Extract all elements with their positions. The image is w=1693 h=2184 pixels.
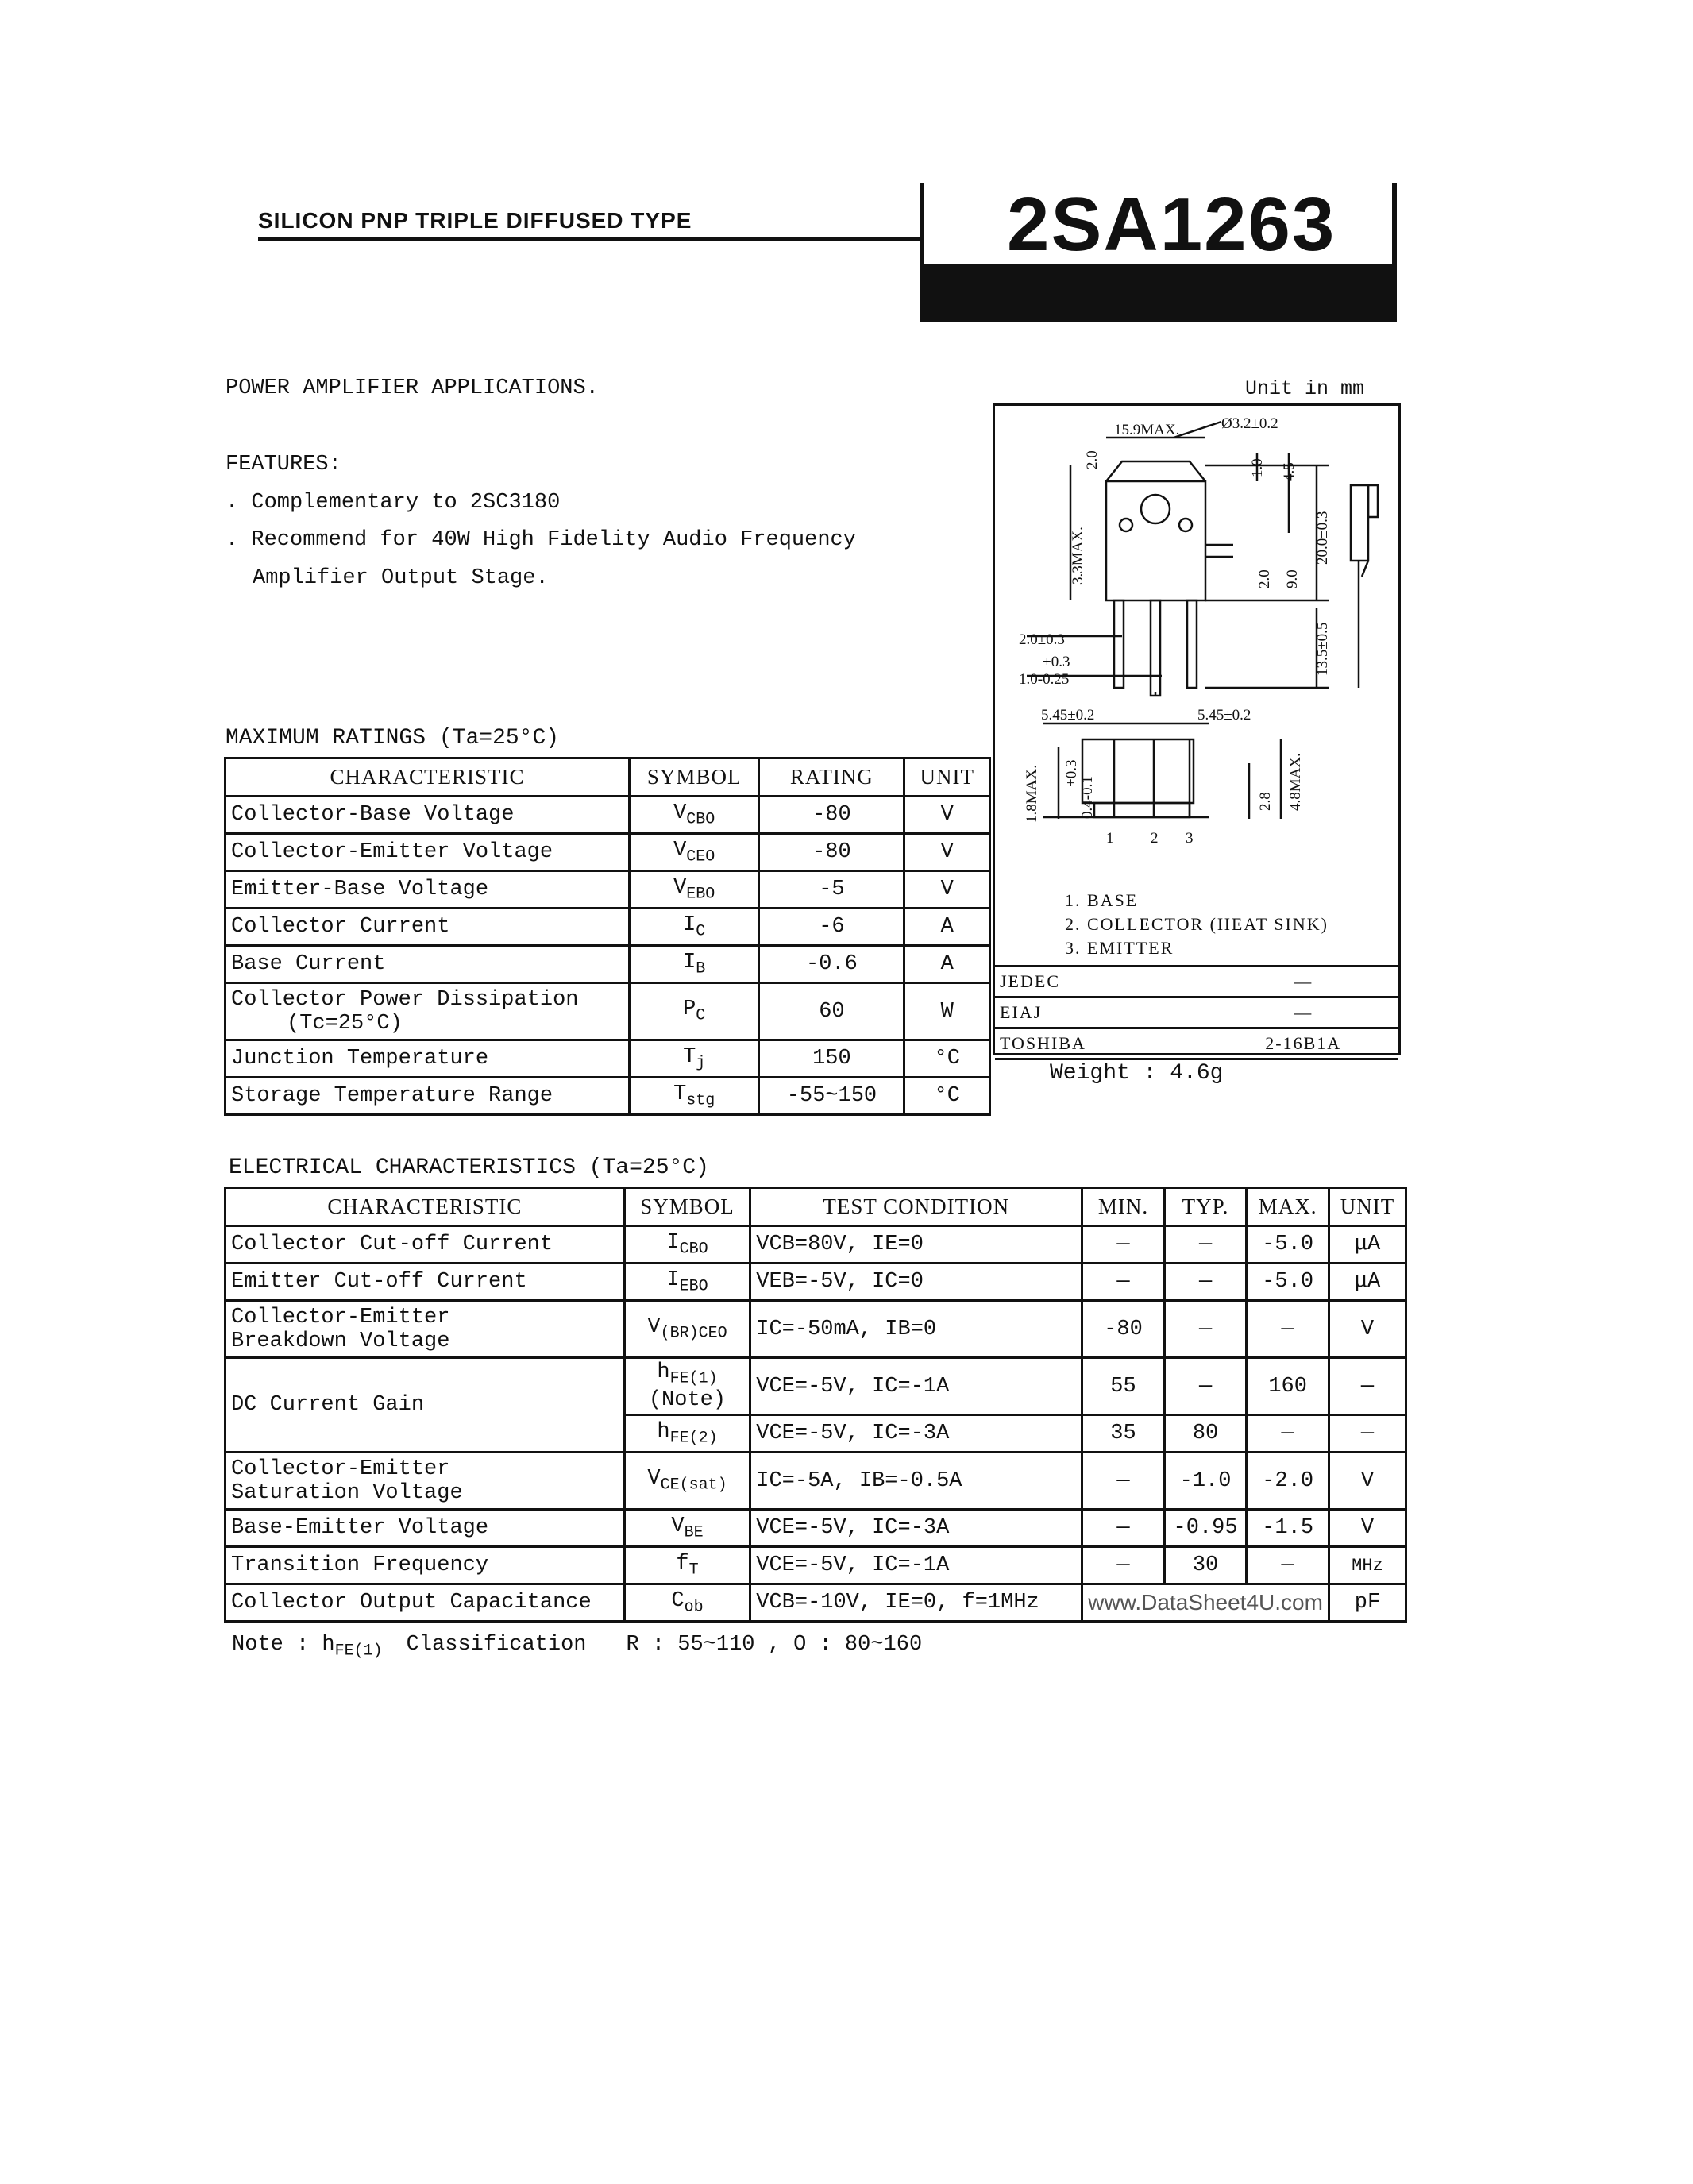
dim-label: 1.0-0.25 xyxy=(1019,671,1070,688)
note-line: Note : $h_{FE(1)}$ Classification R : 55~110 , O : 80~160 xyxy=(232,1633,923,1661)
dim-label: 13.5±0.5 xyxy=(1314,622,1331,676)
table-row: Emitter-Base Voltage $V_{EBO}$ -5 V xyxy=(226,871,990,909)
pin-item: 2. COLLECTOR (HEAT SINK) xyxy=(1065,914,1329,934)
dim-label: +0.3 xyxy=(1063,759,1080,787)
table-row: TOSHIBA 2-16B1A xyxy=(995,1028,1398,1059)
col-header: UNIT xyxy=(904,758,990,797)
col-header: MAX. xyxy=(1247,1188,1329,1226)
col-header: UNIT xyxy=(1329,1188,1406,1226)
col-header: SYMBOL xyxy=(624,1188,750,1226)
dim-label: 9.0 xyxy=(1284,569,1301,588)
dim-label: 4.5 xyxy=(1281,462,1298,481)
col-header: SYMBOL xyxy=(629,758,758,797)
pin-number: 3 xyxy=(1186,830,1194,847)
pin-number: 1 xyxy=(1106,830,1114,847)
col-header: CHARACTERISTIC xyxy=(226,758,630,797)
feature-item: Amplifier Output Stage. xyxy=(253,566,549,590)
dim-label: +0.3 xyxy=(1043,654,1070,670)
package-weight: Weight : 4.6g xyxy=(1050,1061,1224,1086)
dim-label: 2.0±0.3 xyxy=(1019,631,1065,648)
dim-label: 3.3MAX. xyxy=(1070,527,1086,585)
table-row: Collector-Emitter Voltage $V_{CEO}$ -80 V xyxy=(226,834,990,871)
table-row: Junction Temperature $T_j$ 150 °C xyxy=(226,1040,990,1078)
package-standards-table xyxy=(995,965,1398,1060)
table-row: DC Current Gain $h_{FE(1)}$ (Note) VCE=-5V, IC=-1A 55 ― 160 ― xyxy=(226,1358,1406,1415)
elec-chars-table xyxy=(224,1187,1407,1623)
table-row: Collector-Base Voltage $V_{CBO}$ -80 V xyxy=(226,797,990,834)
table-row: $h_{FE(2)}$ VCE=-5V, IC=-3A 35 80 ― ― xyxy=(226,1415,1406,1453)
table-row: Transition Frequency $f_T$ VCE=-5V, IC=-1A ― 30 ― MHz xyxy=(226,1547,1406,1584)
table-row: Base Current $I_B$ -0.6 A xyxy=(226,946,990,983)
watermark: www.DataSheet4U.com xyxy=(1082,1584,1329,1622)
table-row: Collector-Emitter Breakdown Voltage $V_{(BR)CEO}$ IC=-50mA, IB=0 -80 ― ― V xyxy=(226,1301,1406,1358)
feature-item: . Recommend for 40W High Fidelity Audio Frequency xyxy=(226,528,856,552)
dim-label: 15.9MAX. xyxy=(1114,422,1180,438)
dim-label: Ø3.2±0.2 xyxy=(1221,415,1278,432)
table-row: Emitter Cut-off Current $I_{EBO}$ VEB=-5V, IC=0 ― ― -5.0 μA xyxy=(226,1264,1406,1301)
unit-label: Unit in mm xyxy=(1245,377,1365,400)
dim-label: 0.4-0.1 xyxy=(1079,776,1096,819)
dim-label: 2.0 xyxy=(1084,450,1101,469)
dim-label: 1.0 xyxy=(1249,458,1266,477)
dim-label: 2.8 xyxy=(1257,792,1274,811)
max-ratings-table xyxy=(224,757,991,1116)
part-number: 2SA1263 xyxy=(1007,182,1336,267)
col-header: MIN. xyxy=(1082,1188,1165,1226)
table-row: Collector Power Dissipation (Tc=25°C) $P_C$ 60 W xyxy=(226,983,990,1040)
dim-label: 5.45±0.2 xyxy=(1197,707,1251,723)
dim-label: 4.8MAX. xyxy=(1287,753,1304,811)
features-title: FEATURES: xyxy=(226,453,341,477)
device-type: SILICON PNP TRIPLE DIFFUSED TYPE xyxy=(258,208,692,233)
dim-label: 1.8MAX. xyxy=(1024,765,1040,823)
pin-number: 2 xyxy=(1151,830,1159,847)
dim-label: 5.45±0.2 xyxy=(1041,707,1095,723)
pin-item: 3. EMITTER xyxy=(1065,938,1174,958)
application-heading: POWER AMPLIFIER APPLICATIONS. xyxy=(226,376,599,400)
table-row: Storage Temperature Range $T_{stg}$ -55~150 °C xyxy=(226,1078,990,1115)
feature-item: . Complementary to 2SC3180 xyxy=(226,491,561,515)
table-row: Collector Output Capacitance $C_{ob}$ VCB=-10V, IE=0, f=1MHz www.DataSheet4U.com pF xyxy=(226,1584,1406,1622)
table-row: JEDEC ― xyxy=(995,967,1398,997)
pin-list xyxy=(1065,889,1329,960)
elec-chars-title: ELECTRICAL CHARACTERISTICS (Ta=25°C) xyxy=(229,1156,709,1180)
package-outline-box xyxy=(993,403,1401,1055)
table-row: Base-Emitter Voltage $V_{BE}$ VCE=-5V, IC=-3A ― -0.95 -1.5 V xyxy=(226,1510,1406,1547)
header-black-bar xyxy=(920,264,1397,322)
package-drawing xyxy=(995,406,1398,959)
col-header: TYP. xyxy=(1164,1188,1247,1226)
dim-label: 2.0 xyxy=(1256,569,1273,588)
header-rule xyxy=(258,237,924,241)
table-row: Collector-Emitter Saturation Voltage $V_{CE(sat)}$ IC=-5A, IB=-0.5A ― -1.0 -2.0 V xyxy=(226,1453,1406,1510)
dim-label: 20.0±0.3 xyxy=(1314,511,1331,565)
table-row: Collector Current $I_C$ -6 A xyxy=(226,909,990,946)
table-row: Collector Cut-off Current $I_{CBO}$ VCB=80V, IE=0 ― ― -5.0 μA xyxy=(226,1226,1406,1264)
table-row: EIAJ ― xyxy=(995,997,1398,1028)
pin-item: 1. BASE xyxy=(1065,890,1139,910)
col-header: TEST CONDITION xyxy=(750,1188,1082,1226)
col-header: RATING xyxy=(759,758,904,797)
max-ratings-title: MAXIMUM RATINGS (Ta=25°C) xyxy=(226,726,560,751)
col-header: CHARACTERISTIC xyxy=(226,1188,625,1226)
